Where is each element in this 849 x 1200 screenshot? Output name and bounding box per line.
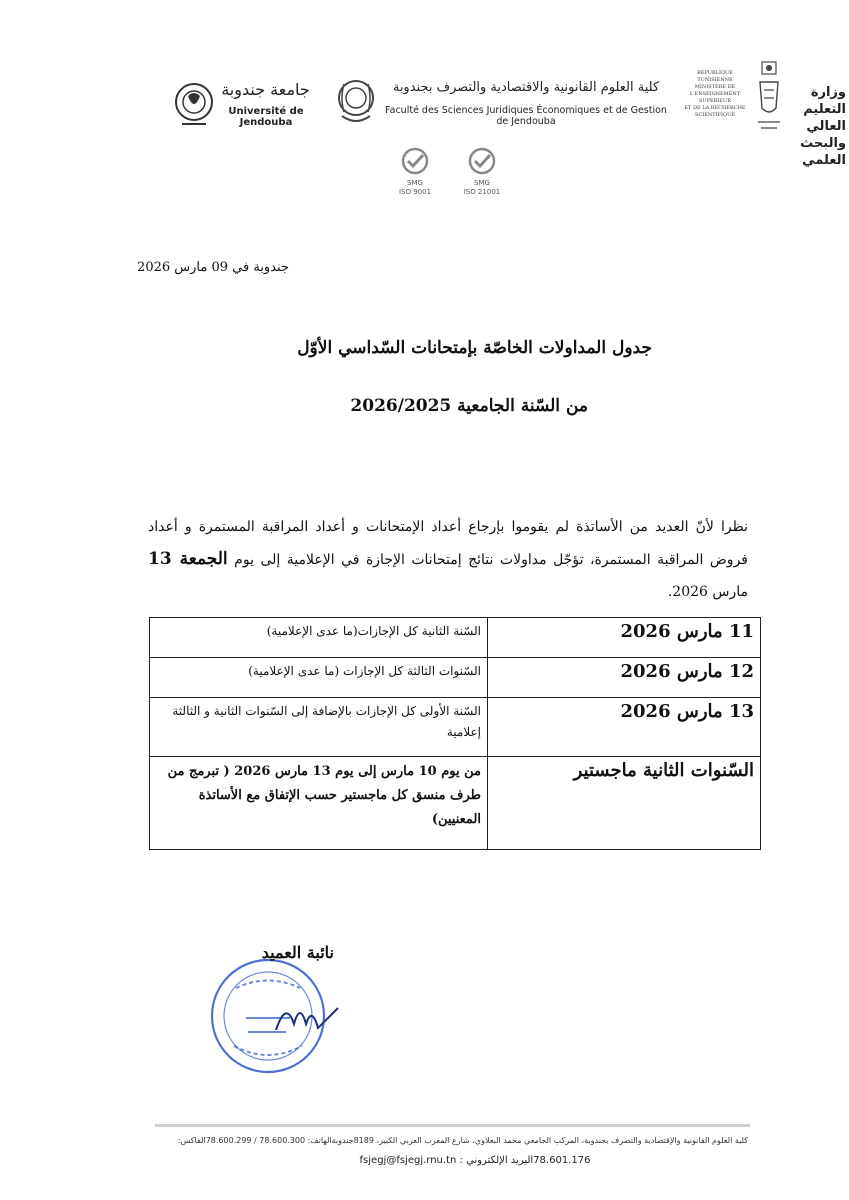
deliberation-schedule-table — [149, 617, 761, 850]
document-title: جدول المداولات الخاصّة بإمتحانات السّداسي الأوّل — [297, 338, 652, 358]
footer-contact: 78.601.176البريد الإلكتروني : fsjegj@fsjegj.rnu.tn — [359, 1155, 591, 1166]
official-stamp — [206, 948, 356, 1078]
faculty-name-fr: Faculté des Sciences Juridiques Économiques et de Gestion de Jendouba — [385, 105, 667, 127]
intro-paragraph: نظرا لأنّ العديد من الأساتذة لم يقوموا بإرجاع أعداد الإمتحانات و أعداد المراقبة المستمرة و أعداد فروض المراقبة المستمرة، تؤجّل مداولات نتائج إمتحانات الإجازة في الإعلامية إلى يوم الجمعة 13 مارس 2026. — [148, 519, 748, 600]
schedule-description-cell: السّنة الثانية كل الإجازات(ما عدى الإعلامية) — [150, 618, 488, 658]
university-name-ar: جامعة جندوبة — [221, 80, 310, 99]
iso-21001-badge: SMG ISO 21001 — [460, 147, 504, 197]
intro-highlight: الجمعة 13 — [148, 549, 228, 569]
document-subtitle: من السّنة الجامعية 2026/2025 — [350, 396, 588, 416]
table-row — [150, 757, 761, 850]
faculty-name-ar: كلية العلوم القانونية والاقتصادية والتصرف بجندوبة — [392, 80, 660, 95]
check-circle-icon — [460, 147, 504, 175]
footer-address: كلية العلوم القانونية والإقتصادية والتصرف بجندوبة، المركب الجامعي محمد البعلاوي، شارع المغرب العربي الكبير، 8189جندوبةالهاتف: 78.600.300 / 78.600.299الفاكس: — [177, 1136, 748, 1145]
ministry-name-ar: وزارة التعليم العالي والبحث العلمي — [800, 85, 846, 168]
schedule-description-cell: السّنة الأولى كل الإجازات بالإضافة إلى السّنوات الثانية و الثالثة إعلامية — [150, 698, 488, 757]
faculty-logo — [336, 72, 376, 128]
ministry-name-fr: RÉPUBLIQUE TUNISIENNE MINISTÈRE DE L'ENSEIGNEMENT SUPÉRIEUR ET DE LA RECHERCHE SCIENTIFIQUE — [684, 70, 746, 118]
university-name-fr: Université de Jendouba — [228, 106, 304, 128]
signatory-title: نائبة العميد — [261, 943, 334, 962]
schedule-description-cell: من يوم 10 مارس إلى يوم 13 مارس 2026 ( تبرمج من طرف منسق كل ماجستير حسب الإتفاق مع الأساتذة المعنيين) — [150, 757, 488, 850]
table-row — [150, 658, 761, 698]
schedule-date-cell: 13 مارس 2026 — [488, 698, 761, 757]
iso-9001-badge: SMG ISO 9001 — [393, 147, 437, 197]
table-row — [150, 698, 761, 757]
schedule-description-cell: السّنوات الثالثة كل الإجازات (ما عدى الإعلامية) — [150, 658, 488, 698]
republic-emblem — [752, 58, 786, 140]
schedule-date-cell: 12 مارس 2026 — [488, 658, 761, 698]
university-logo — [172, 72, 216, 134]
check-circle-icon — [393, 147, 437, 175]
schedule-date-cell: 11 مارس 2026 — [488, 618, 761, 658]
schedule-date-cell: السّنوات الثانية ماجستير — [488, 757, 761, 850]
table-row — [150, 618, 761, 658]
document-date: جندوبة في 09 مارس 2026 — [137, 260, 289, 275]
footer-divider — [155, 1124, 750, 1127]
